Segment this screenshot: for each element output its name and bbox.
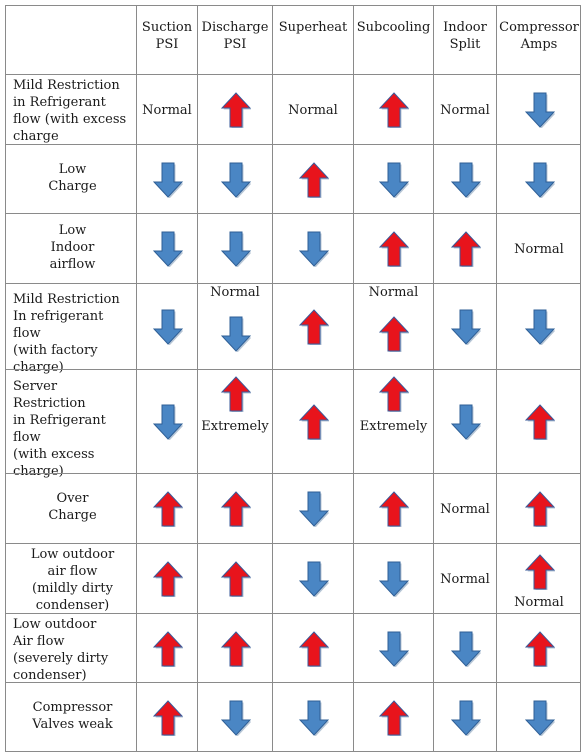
table-cell xyxy=(353,213,433,283)
blue-down-arrow-icon xyxy=(379,162,409,198)
arrow-note: Normal xyxy=(210,285,260,300)
table-cell xyxy=(496,283,581,369)
column-header xyxy=(197,5,272,74)
table-cell xyxy=(197,613,272,682)
column-header-label: Superheat xyxy=(278,20,348,35)
red-up-arrow-icon xyxy=(451,231,481,267)
row-label: Low Charge xyxy=(48,162,97,194)
blue-down-arrow-icon xyxy=(153,309,183,345)
red-up-arrow-icon xyxy=(299,631,329,667)
table-cell xyxy=(353,369,433,473)
table-cell xyxy=(197,144,272,213)
red-up-arrow-icon xyxy=(525,404,555,440)
blue-down-arrow-icon xyxy=(221,162,251,198)
red-up-arrow-icon xyxy=(299,404,329,440)
blue-down-arrow-icon xyxy=(299,561,329,597)
red-up-arrow-icon xyxy=(379,700,409,736)
table-cell xyxy=(496,144,581,213)
blue-down-arrow-icon xyxy=(451,404,481,440)
table-cell xyxy=(272,144,353,213)
table-cell xyxy=(197,283,272,369)
row-label: Mild Restriction in Refrigerant flow (with excess charge xyxy=(13,78,127,144)
table-cell xyxy=(197,369,272,473)
table-cell xyxy=(272,213,353,283)
header-corner xyxy=(5,5,136,74)
column-header xyxy=(433,5,496,74)
row-label-cell xyxy=(5,682,136,752)
red-up-arrow-icon xyxy=(525,631,555,667)
table-cell xyxy=(272,682,353,752)
column-header xyxy=(353,5,433,74)
table-cell xyxy=(272,74,353,144)
blue-down-arrow-icon xyxy=(153,404,183,440)
table-cell xyxy=(197,682,272,752)
blue-down-arrow-icon xyxy=(153,162,183,198)
red-up-arrow-icon xyxy=(525,491,555,527)
table-cell xyxy=(136,144,197,213)
blue-down-arrow-icon xyxy=(451,309,481,345)
row-label-cell xyxy=(5,213,136,283)
column-header xyxy=(272,5,353,74)
table-cell xyxy=(353,74,433,144)
table-cell xyxy=(272,473,353,543)
blue-down-arrow-icon xyxy=(299,700,329,736)
red-up-arrow-icon xyxy=(221,376,251,412)
table-cell xyxy=(496,74,581,144)
normal-label: Normal xyxy=(440,103,490,118)
red-up-arrow-icon xyxy=(299,162,329,198)
row-label-cell xyxy=(5,74,136,144)
table-cell xyxy=(136,682,197,752)
table-cell xyxy=(272,543,353,613)
column-header-label: Indoor Split xyxy=(443,20,487,52)
blue-down-arrow-icon xyxy=(525,162,555,198)
blue-down-arrow-icon xyxy=(525,700,555,736)
row-label-cell xyxy=(5,283,136,375)
arrow-note: Extremely xyxy=(359,419,428,434)
arrow-note: Normal xyxy=(368,285,419,300)
red-up-arrow-icon xyxy=(221,491,251,527)
table-cell xyxy=(353,682,433,752)
row-label-cell xyxy=(5,369,136,479)
red-up-arrow-icon xyxy=(221,92,251,128)
blue-down-arrow-icon xyxy=(299,231,329,267)
table-cell xyxy=(272,283,353,369)
row-label: Compressor Valves weak xyxy=(32,700,113,732)
table-cell xyxy=(136,543,197,613)
blue-down-arrow-icon xyxy=(153,231,183,267)
table-cell xyxy=(136,74,197,144)
red-up-arrow-icon xyxy=(379,231,409,267)
table-cell xyxy=(496,369,581,473)
row-label: Low outdoor Air flow (severely dirty condenser) xyxy=(13,617,109,683)
red-up-arrow-icon xyxy=(221,561,251,597)
table-cell xyxy=(353,283,433,369)
table-cell xyxy=(136,473,197,543)
table-cell xyxy=(136,369,197,473)
normal-label: Normal xyxy=(142,103,192,118)
table-cell xyxy=(433,283,496,369)
table-cell xyxy=(353,613,433,682)
table-cell xyxy=(136,613,197,682)
arrow-note: Extremely xyxy=(201,419,269,434)
column-header-label: Subcooling xyxy=(356,20,431,35)
red-up-arrow-icon xyxy=(379,92,409,128)
normal-label: Normal xyxy=(440,572,490,587)
red-up-arrow-icon xyxy=(153,631,183,667)
table-cell xyxy=(496,213,581,283)
blue-down-arrow-icon xyxy=(221,316,251,352)
table-cell xyxy=(136,283,197,369)
table-cell xyxy=(353,473,433,543)
table-cell xyxy=(433,473,496,543)
table-cell xyxy=(353,543,433,613)
blue-down-arrow-icon xyxy=(299,491,329,527)
table-cell xyxy=(272,613,353,682)
blue-down-arrow-icon xyxy=(221,700,251,736)
table-cell xyxy=(353,144,433,213)
row-label: Low Indoor airflow xyxy=(49,223,96,272)
blue-down-arrow-icon xyxy=(379,631,409,667)
table-cell xyxy=(197,473,272,543)
row-label-cell xyxy=(5,543,136,613)
row-label-cell xyxy=(5,144,136,213)
column-header xyxy=(136,5,197,74)
table-cell xyxy=(136,213,197,283)
row-label-cell xyxy=(5,613,136,682)
row-label: Low outdoor air flow (mildly dirty condenser) xyxy=(30,547,115,613)
diagnostic-table xyxy=(5,5,581,752)
red-up-arrow-icon xyxy=(379,316,409,352)
blue-down-arrow-icon xyxy=(525,309,555,345)
red-up-arrow-icon xyxy=(525,554,555,590)
column-header xyxy=(496,5,581,74)
blue-down-arrow-icon xyxy=(379,561,409,597)
table-cell xyxy=(197,213,272,283)
table-cell xyxy=(433,543,496,613)
red-up-arrow-icon xyxy=(153,491,183,527)
blue-down-arrow-icon xyxy=(221,231,251,267)
red-up-arrow-icon xyxy=(153,561,183,597)
column-header-label: Compressor Amps xyxy=(499,20,579,52)
table-cell xyxy=(496,613,581,682)
blue-down-arrow-icon xyxy=(451,631,481,667)
table-cell xyxy=(496,473,581,543)
table-cell xyxy=(433,369,496,473)
table-cell xyxy=(197,543,272,613)
normal-label: Normal xyxy=(514,242,564,257)
red-up-arrow-icon xyxy=(379,491,409,527)
normal-label: Normal xyxy=(440,502,490,517)
table-cell xyxy=(433,213,496,283)
row-label: Mild Restriction In refrigerant flow (with factory charge) xyxy=(13,292,120,375)
normal-label: Normal xyxy=(288,103,338,118)
red-up-arrow-icon xyxy=(379,376,409,412)
row-label-cell xyxy=(5,473,136,543)
blue-down-arrow-icon xyxy=(525,92,555,128)
red-up-arrow-icon xyxy=(299,309,329,345)
red-up-arrow-icon xyxy=(221,631,251,667)
column-header-label: Discharge PSI xyxy=(201,20,269,52)
table-cell xyxy=(496,543,581,613)
table-cell xyxy=(433,144,496,213)
blue-down-arrow-icon xyxy=(451,700,481,736)
row-label: Server Restriction in Refrigerant flow (with excess charge) xyxy=(13,379,106,479)
red-up-arrow-icon xyxy=(153,700,183,736)
table-cell xyxy=(197,74,272,144)
row-label: Over Charge xyxy=(48,491,97,523)
table-cell xyxy=(433,613,496,682)
table-cell xyxy=(433,682,496,752)
arrow-note: Normal xyxy=(514,595,564,610)
blue-down-arrow-icon xyxy=(451,162,481,198)
table-cell xyxy=(433,74,496,144)
column-header-label: Suction PSI xyxy=(141,20,193,52)
table-cell xyxy=(272,369,353,473)
table-cell xyxy=(496,682,581,752)
